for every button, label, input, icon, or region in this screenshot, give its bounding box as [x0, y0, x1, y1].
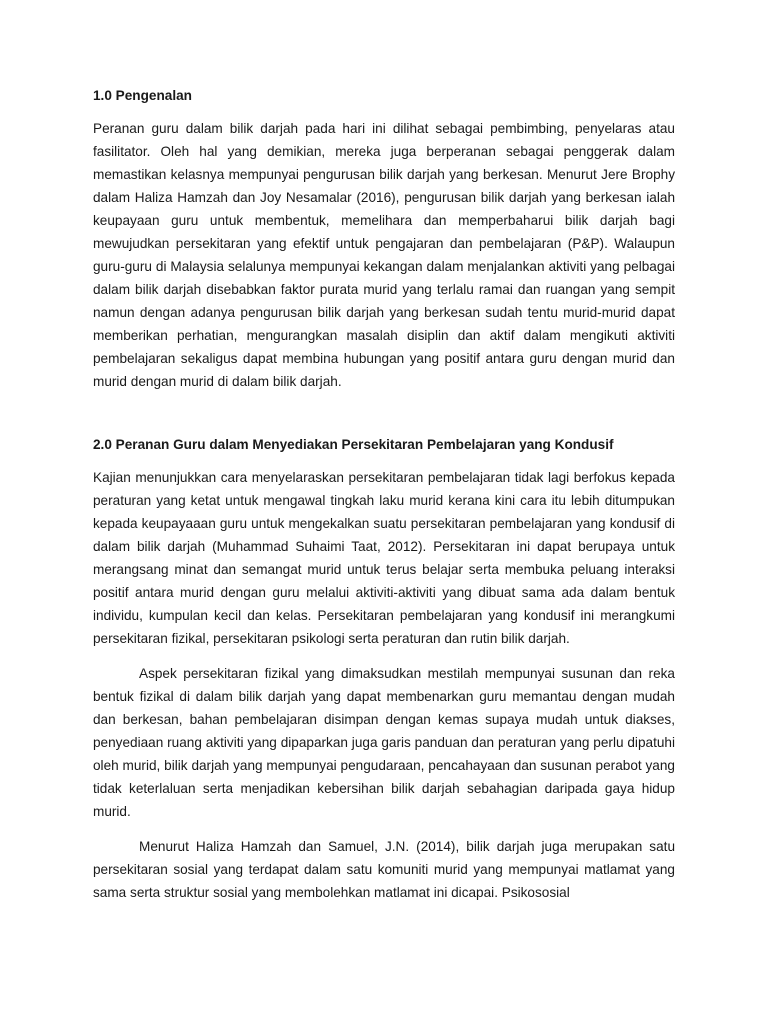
section-1-paragraph-1: Peranan guru dalam bilik darjah pada hari ini dilihat sebagai pembimbing, penyelaras atau fasilitator. Oleh hal yang demikian, mereka juga berperanan sebagai penggerak dalam memastikan kelasnya mempunyai pengurusan bilik darjah yang berkesan. Menurut Jere Brophy dalam Haliza Hamzah dan Joy Nesamalar (2016), pengurusan bilik darjah yang berkesan ialah keupayaan guru untuk membentuk, memelihara dan memperbaharui bilik darjah bagi mewujudkan persekitaran yang efektif untuk pengajaran dan pembelajaran (P&P). Walaupun guru-guru di Malaysia selalunya mempunyai kekangan dalam menjalankan aktiviti yang pelbagai dalam bilik darjah disebabkan faktor purata murid yang terlalu ramai dan ruangan yang sempit namun dengan adanya pengurusan bilik darjah yang berkesan sudah tentu murid-murid dapat memberikan perhatian, mengurangkan masalah disiplin dan aktif dalam mengikuti aktiviti pembelajaran sekaligus dapat membina hubungan yang positif antara guru dengan murid dan murid dengan murid di dalam bilik darjah.	[93, 121, 675, 389]
section-2-paragraph-1: Kajian menunjukkan cara menyelaraskan persekitaran pembelajaran tidak lagi berfokus kepada peraturan yang ketat untuk mengawal tingkah laku murid kerana kini cara itu lebih ditumpukan kepada keupayaaan guru untuk mengekalkan suatu persekitaran pembelajaran yang kondusif di dalam bilik darjah (Muhammad Suhaimi Taat, 2012). Persekitaran ini dapat berupaya untuk merangsang minat dan semangat murid untuk terus belajar serta membuka peluang interaksi positif antara murid dengan guru melalui aktiviti-aktiviti yang dibuat sama ada dalam bentuk individu, kumpulan kecil dan kelas. Persekitaran pembelajaran yang kondusif ini merangkumi persekitaran fizikal, persekitaran psikologi serta peraturan dan rutin bilik darjah.	[93, 470, 675, 646]
section-1-heading: 1.0 Pengenalan	[93, 88, 192, 103]
section-2-paragraph-2: Aspek persekitaran fizikal yang dimaksudkan mestilah mempunyai susunan dan reka bentuk fizikal di dalam bilik darjah yang dapat membenarkan guru memantau dengan mudah dan berkesan, bahan pembelajaran disimpan dengan kemas supaya mudah untuk diakses, penyediaan ruang aktiviti yang dipaparkan juga garis panduan dan peraturan yang perlu dipatuhi oleh murid, bilik darjah yang mempunyai pengudaraan, pencahayaan dan susunan perabot yang tidak keterlaluan serta menjadikan kebersihan bilik darjah sebahagian daripada gaya hidup murid.	[93, 666, 675, 819]
section-2-heading: 2.0 Peranan Guru dalam Menyediakan Persekitaran Pembelajaran yang Kondusif	[93, 437, 614, 452]
section-2-paragraph-3: Menurut Haliza Hamzah dan Samuel, J.N. (2014), bilik darjah juga merupakan satu persekitaran sosial yang terdapat dalam satu komuniti murid yang mempunyai matlamat yang sama serta struktur sosial yang membolehkan matlamat ini dicapai. Psikososial	[93, 839, 675, 900]
